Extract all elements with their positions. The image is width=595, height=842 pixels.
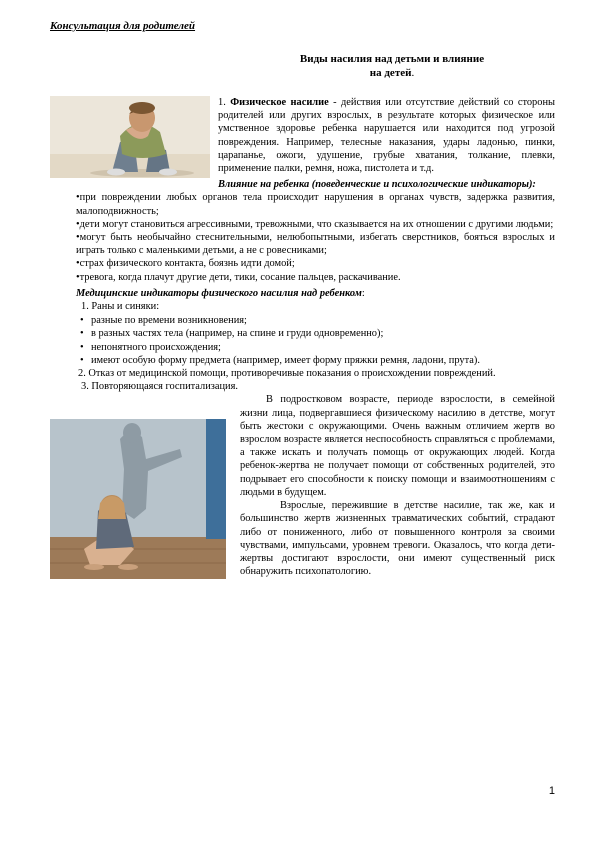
paragraph-adults: Взрослые, пережившие в детстве насилие, так же, как и большинство жертв жизненных травматических событий, страдают либо от пониженного, либо от повышенного контроля за своими чувствами, импульсами, уровнем тревоги. Оказалось, что когда дети-жертвы достигают взрослости, они имеют существенный риск обнаружить психопатологию. bbox=[240, 500, 555, 578]
page-header: Консультация для родителей bbox=[50, 20, 196, 32]
bullet-item: •дети могут становиться агрессивными, тревожными, что сказывается на их отношении с другими людьми; bbox=[76, 218, 554, 230]
term-physical-violence: Физическое насилие bbox=[230, 97, 329, 108]
page-number: 1 bbox=[548, 785, 555, 797]
bullet-item: •при повреждении любых органов тела происходит нарушения в органах чувств, задержка развития, малоподвижность; bbox=[76, 192, 555, 217]
list-item: • в разных частях тела (например, на спине и груди одновременно); bbox=[50, 327, 555, 340]
list-item: • разные по времени возникновения; bbox=[50, 314, 555, 327]
crying-boy-image bbox=[50, 96, 210, 178]
numbered-item-2: 2. Отказ от медицинской помощи, противоречивые показания о происхождении повреждений. bbox=[78, 368, 496, 380]
title-line-1: Виды насилия над детьми и влияние bbox=[299, 53, 485, 65]
numbered-item-3: 3. Повторяющаяся госпитализация. bbox=[81, 381, 238, 393]
list-item: • имеют особую форму предмета (например, имеет форму пряжки ремня, ладони, прута). bbox=[50, 354, 555, 367]
wounds-list bbox=[50, 314, 555, 367]
bullet-item: •могут быть необычайно стеснительными, нелюбопытными, избегать сверстников, бояться взрослых и играть только с маленькими детьми, а не с ровесниками; bbox=[76, 232, 555, 257]
bullet-item: •страх физического контакта, боязнь идти домой; bbox=[76, 258, 295, 270]
paragraph-adolescence: В подростковом возрасте, периоде взрослости, в семейной жизни лица, подвергавшиеся физическому насилию в детстве, могут быть жестоки с окружающими. Очень важным отличием жертв во взрослом возрасте является неспособность справляться с проблемами, а также искать и получать помощь от окружающих людей. Когда ребенок-жертва не получает помощи от собственных родителей, это подрывает его способности к поиску помощи и взаимоотношениям с людьми в будущем. bbox=[50, 393, 555, 499]
document-title bbox=[262, 52, 522, 80]
bullet-item: •тревога, когда плачут другие дети, тики, сосание пальцев, раскачивание. bbox=[76, 271, 401, 283]
subheading-impact: Влияние на ребенка (поведенческие и психологические индикаторы): bbox=[218, 179, 536, 191]
title-line-2: на детей bbox=[369, 67, 412, 79]
subheading-medical-indicators: Медицинские индикаторы физического насилия над ребенком: bbox=[76, 287, 365, 299]
title-period: . bbox=[411, 67, 415, 79]
numbered-item-1: 1. Раны и синяки: bbox=[81, 301, 160, 313]
document-body bbox=[50, 96, 555, 581]
list-item: • непонятного происхождения; bbox=[50, 341, 555, 354]
frightened-woman-image bbox=[50, 419, 226, 579]
section-number: 1. bbox=[218, 97, 231, 108]
physical-violence-definition: - действия или отсутствие действий со стороны родителей или других взрослых, в результате которых физическое или умственное здоровье ребенка нарушается или находится под угрозой повреждения. Например, телесные наказания, удары ладонью, пинки, царапанье, ожоги, удушение, грубые хватания, толкание, плевки, применение палки, ремня, ножа, пистолета и т.д. bbox=[218, 97, 555, 175]
